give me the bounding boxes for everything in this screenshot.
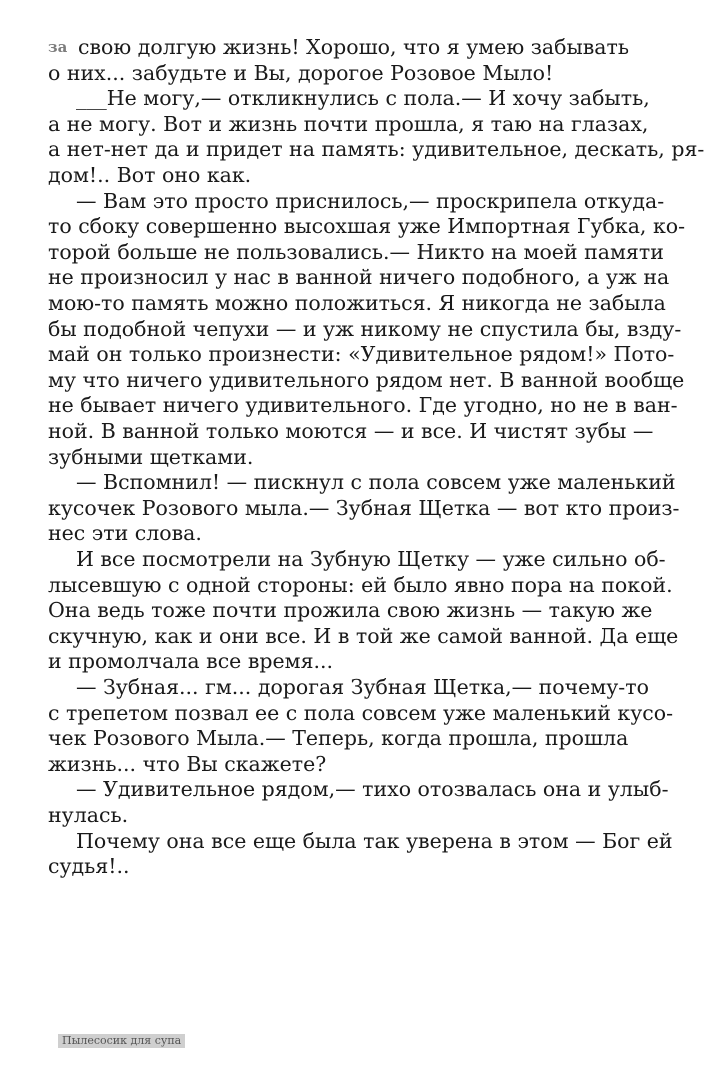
text-line: нес эти слова. — [48, 521, 202, 546]
text-line: о них... забудьте и Вы, дорогое Розовое Мыло! — [48, 60, 554, 85]
text-line: И все посмотрели на Зубную Щетку — уже сильно об- — [76, 547, 666, 571]
text-line: жизнь... что Вы скажете? — [48, 751, 327, 776]
text-line: зубными щетками. — [48, 444, 254, 469]
text-line: не бывает ничего удивительного. Где угодно, но не в ван- — [48, 393, 678, 418]
text-line: торой больше не пользовались.— Никто на моей памяти — [48, 239, 664, 264]
page-footer: Пылесосик для супа — [58, 1034, 185, 1048]
text-line: нулась. — [48, 803, 129, 827]
text-line: скучную, как и они все. И в той же самой ванной. Да еще — [48, 623, 679, 648]
text-line: и промолчала все время... — [48, 649, 334, 674]
text-line: бы подобной чепухи — и уж никому не спустила бы, взду- — [48, 316, 682, 341]
text-line: судья!.. — [48, 854, 130, 879]
text-line: лысевшую с одной стороны: ей было явно пора на покой. — [48, 572, 673, 597]
text-line: а нет-нет да и придет на память: удивительное, дескать, ря- — [48, 137, 704, 162]
text-line: ___Не могу,— откликнулись с пола.— И хочу забыть, — [76, 86, 650, 111]
margin-mark: за — [48, 38, 68, 56]
text-line: мою-то память можно положиться. Я никогда не забыла — [48, 291, 666, 315]
text-line: чек Розового Мыла.— Теперь, когда прошла, прошла — [48, 726, 629, 751]
text-line: — Вам это просто приснилось,— проскрипела откуда- — [76, 188, 665, 213]
text-line: май он только произнести: «Удивительное рядом!» Пото- — [48, 342, 675, 367]
text-line: не произносил у нас в ванной ничего подобного, а уж на — [48, 265, 670, 290]
text-line: а не могу. Вот и жизнь почти прошла, я таю на глазах, — [48, 111, 649, 136]
text-line: то сбоку совершенно высохшая уже Импортная Губка, ко- — [48, 214, 686, 239]
text-line: ной. В ванной только моются — и все. И чистят зубы — — [48, 419, 654, 443]
text-line: кусочек Розового мыла.— Зубная Щетка — вот кто произ- — [48, 495, 680, 520]
text-line: Она ведь тоже почти прожила свою жизнь — такую же — [48, 598, 653, 623]
text-line: Почему она все еще была так уверена в этом — Бог ей — [76, 828, 673, 853]
text-line: — Вспомнил! — пискнул с пола совсем уже маленький — [76, 470, 676, 495]
text-line: свою долгую жизнь! Хорошо, что я умею забывать — [78, 35, 630, 59]
text-line: дом!.. Вот оно как. — [48, 163, 252, 187]
text-line: с трепетом позвал ее с пола совсем уже маленький кусо- — [48, 700, 673, 725]
text-line: му что ничего удивительного рядом нет. В ванной вообще — [48, 367, 685, 392]
text-line: — Удивительное рядом,— тихо отозвалась она и улыб- — [76, 777, 669, 802]
text-line: — Зубная... гм... дорогая Зубная Щетка,— почему-то — [76, 675, 649, 699]
